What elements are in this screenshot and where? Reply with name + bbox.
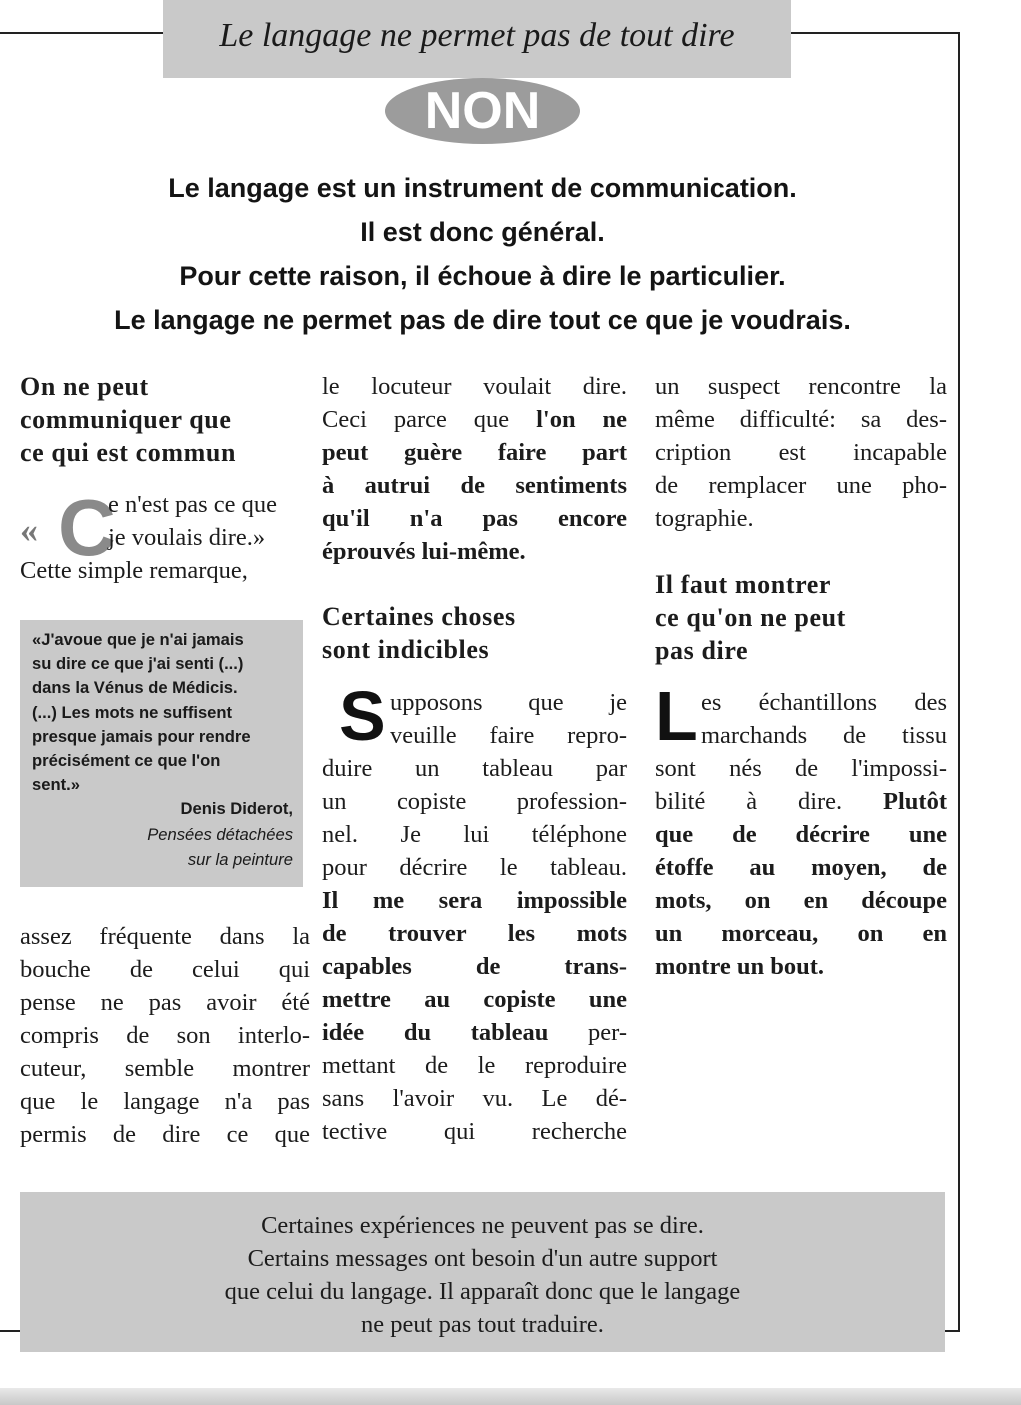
text-span: per-	[548, 1019, 627, 1046]
heading-line: ce qu'on ne peut	[655, 603, 846, 632]
paragraph-intro-end	[20, 920, 310, 1151]
paragraph-tableau	[322, 752, 627, 1148]
text-span: bilité à dire.	[655, 788, 884, 815]
heading-line: pas dire	[655, 636, 749, 665]
text-line: marchands de tissu	[701, 722, 947, 749]
paragraph-tissu	[655, 752, 947, 983]
bold-span: Plutôt	[883, 788, 947, 815]
section-heading-communiquer	[20, 370, 310, 469]
text-line: qu'il n'a pas encore	[322, 505, 627, 532]
diderot-quote-box	[20, 620, 303, 887]
thesis-line: Il est donc général.	[360, 217, 605, 247]
text-line: sans l'avoir vu. Le dé-	[322, 1085, 627, 1112]
text-line: pour décrire le tableau.	[322, 854, 627, 881]
text-line: tographie.	[655, 505, 754, 532]
text-line	[322, 1016, 627, 1049]
quote-line: précisément ce que l'on	[32, 751, 221, 771]
thesis-line: Le langage ne permet pas de dire tout ce que je voudrais.	[114, 305, 851, 335]
heading-line: communiquer que	[20, 405, 232, 434]
heading-line: On ne peut	[20, 372, 149, 401]
text-line: upposons que je	[390, 689, 627, 716]
quote-line: «J'avoue que je n'ai jamais	[32, 630, 244, 649]
conclusion-line: ne peut pas tout traduire.	[361, 1311, 604, 1338]
text-line: bouche de celui qui	[20, 956, 310, 983]
text-line: que le langage n'a pas	[20, 1088, 310, 1115]
conclusion-line: que celui du langage. Il apparaît donc que le langage	[224, 1278, 741, 1305]
quote-line: presque jamais pour rendre	[32, 726, 251, 746]
text-line: assez fréquente dans la	[20, 923, 310, 950]
text-line: un suspect rencontre la	[655, 373, 947, 400]
text-line	[322, 403, 627, 436]
paragraph-continuation	[322, 370, 627, 568]
text-line: même difficulté: sa des-	[655, 406, 947, 433]
text-line: je voulais dire.»	[108, 524, 266, 551]
heading-line: ce qui est commun	[20, 438, 237, 467]
quote-line: su dire ce que j'ai senti (...)	[32, 654, 244, 674]
text-line: de trouver les mots	[322, 920, 627, 947]
text-line: e n'est pas ce que	[108, 491, 278, 518]
conclusion-line: Certaines expériences ne peuvent pas se dire.	[261, 1212, 704, 1239]
text-line: veuille faire repro-	[390, 722, 627, 749]
quote-line: sent.»	[32, 775, 80, 795]
page-edge-shadow	[0, 1388, 1021, 1405]
text-line: un copiste profession-	[322, 788, 627, 815]
paragraph-tissu-start	[701, 686, 947, 752]
quote-line: (...) Les mots ne suffisent	[32, 702, 233, 722]
section-heading-indicibles	[322, 600, 627, 666]
text-line: tective qui recherche	[322, 1118, 627, 1145]
drop-cap-c: C	[58, 483, 116, 572]
text-line: es échantillons des	[701, 689, 947, 716]
quote-author: Denis Diderot,	[180, 799, 293, 818]
text-line: mots, on en découpe	[655, 887, 947, 914]
thesis-line: Pour cette raison, il échoue à dire le particulier.	[179, 261, 786, 291]
heading-line: Il faut montrer	[655, 570, 832, 599]
paragraph-tableau-start	[390, 686, 627, 752]
text-line: peut guère faire part	[322, 439, 627, 466]
text-line: capables de trans-	[322, 953, 627, 980]
text-line: duire un tableau par	[322, 755, 627, 782]
text-line: nel. Je lui téléphone	[322, 821, 627, 848]
quote-work-title: Pensées détachées	[147, 825, 293, 844]
text-line	[655, 785, 947, 818]
text-line: Il me sera impossible	[322, 887, 627, 914]
text-line: sont nés de l'impossi-	[655, 755, 947, 782]
text-line: un morceau, on en	[655, 920, 947, 947]
text-span: Ceci parce que	[322, 406, 537, 433]
paragraph-intro-start	[108, 488, 310, 554]
text-line: Cette simple remarque,	[20, 557, 248, 584]
text-line: permis de dire ce que	[20, 1121, 310, 1148]
thesis-line: Le langage est un instrument de communication.	[168, 173, 797, 203]
heading-line: Certaines choses	[322, 602, 516, 631]
text-line: éprouvés lui-même.	[322, 538, 526, 565]
text-line: à autrui de sentiments	[322, 472, 627, 499]
drop-cap-s: S	[339, 677, 386, 755]
conclusion-box	[20, 1192, 945, 1352]
text-line: étoffe au moyen, de	[655, 854, 947, 881]
opening-guillemet: «	[20, 510, 38, 550]
text-line: montre un bout.	[655, 953, 825, 980]
frame-right-rule	[958, 32, 960, 1332]
text-line: pense ne pas avoir été	[20, 989, 310, 1016]
bold-span: l'on ne	[536, 406, 627, 433]
section-heading-montrer	[655, 568, 947, 667]
page-title: Le langage ne permet pas de tout dire	[163, 0, 791, 78]
text-line: le locuteur voulait dire.	[322, 373, 627, 400]
thesis-statement	[20, 166, 945, 342]
drop-cap-l: L	[655, 677, 698, 755]
text-line: cuteur, semble montrer	[20, 1055, 310, 1082]
non-badge: NON	[385, 78, 580, 144]
paragraph-intro-cont	[20, 554, 310, 587]
conclusion-line: Certains messages ont besoin d'un autre support	[247, 1245, 718, 1272]
text-line: cription est incapable	[655, 439, 947, 466]
quote-line: dans la Vénus de Médicis.	[32, 678, 238, 698]
paragraph-detective	[655, 370, 947, 535]
quote-work-title: sur la peinture	[187, 850, 293, 869]
text-line: compris de son interlo-	[20, 1022, 310, 1049]
text-line: mettre au copiste une	[322, 986, 627, 1013]
bold-span: idée du tableau	[322, 1019, 549, 1046]
heading-line: sont indicibles	[322, 635, 490, 664]
text-line: que de décrire une	[655, 821, 947, 848]
text-line: de remplacer une pho-	[655, 472, 947, 499]
text-line: mettant de le reproduire	[322, 1052, 627, 1079]
